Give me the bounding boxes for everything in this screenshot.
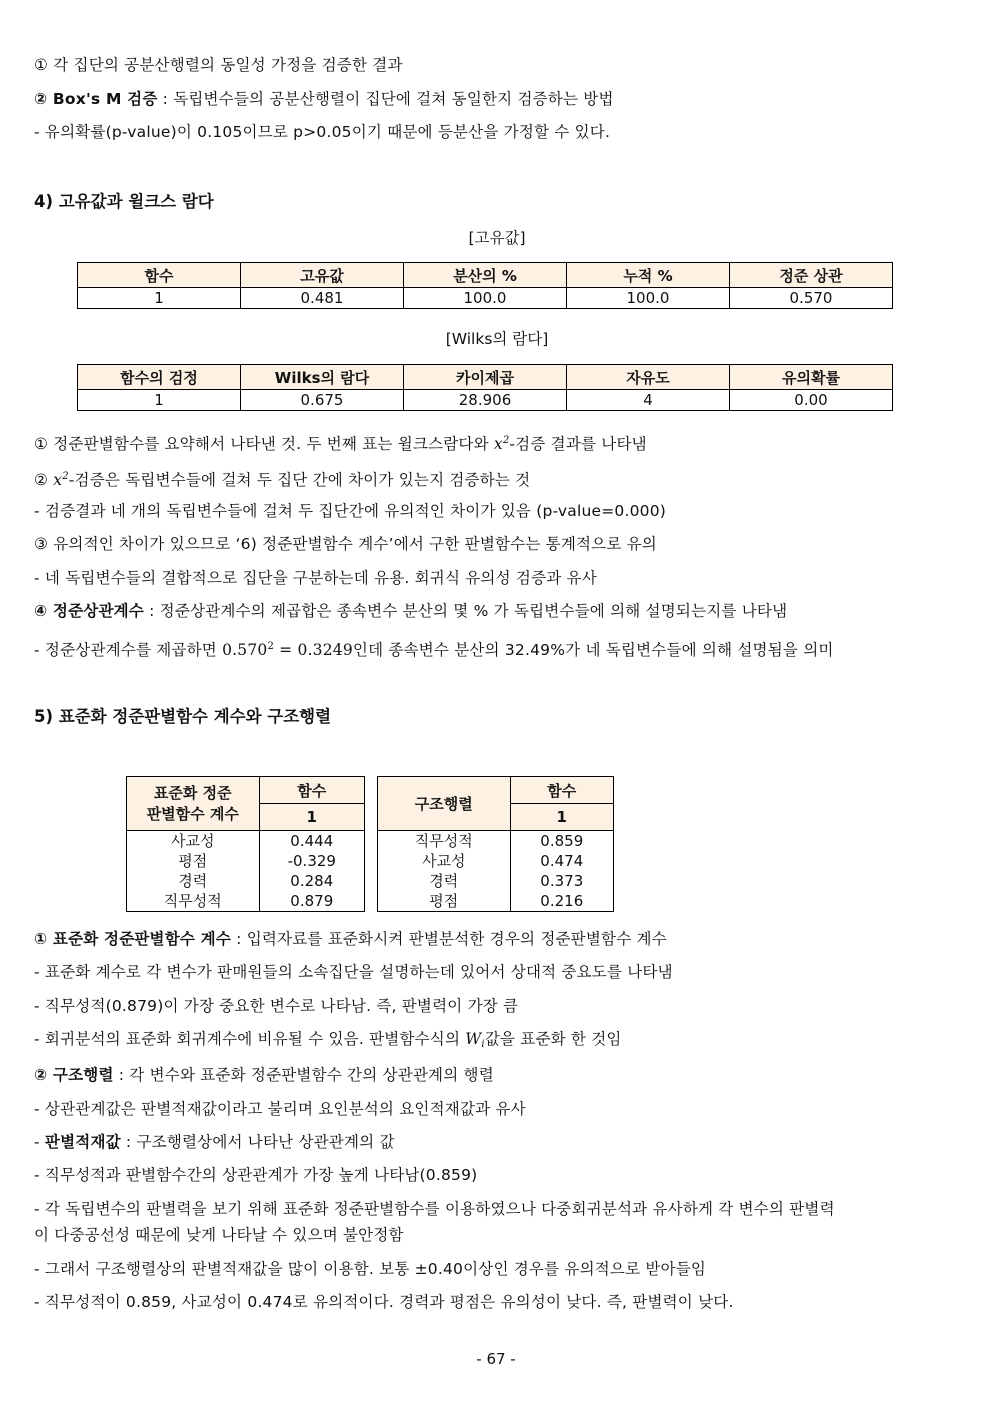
wilks-caption: [Wilks의 람다] — [445, 330, 549, 348]
s5-line-3: - 직무성적(0.879)이 가장 중요한 변수로 나타남. 즉, 판별력이 가장 큼 — [34, 997, 519, 1015]
wilks-table — [77, 364, 893, 411]
w-i-symbol — [465, 1030, 485, 1048]
table-cell: 4 — [567, 390, 730, 411]
canonical-corr-term: ④ 정준상관계수 — [34, 602, 144, 620]
list-item: 0.284 — [290, 872, 334, 890]
list-item: 0.216 — [540, 892, 584, 910]
formula-sup: 2 — [267, 641, 275, 652]
table-cell: 0.481 — [241, 288, 404, 309]
list-item: 경력 — [429, 872, 459, 890]
s4-line-6 — [34, 600, 787, 622]
list-item: 평점 — [178, 852, 208, 870]
s4-line-2-a: ② — [34, 471, 54, 489]
std-coef-desc: : 입력자료를 표준화시켜 판별분석한 경우의 정준판별함수 계수 — [231, 930, 667, 948]
coef-names — [127, 831, 260, 912]
list-item: 직무성적 — [163, 892, 222, 910]
list-item: 0.474 — [540, 852, 584, 870]
s5-line-4 — [34, 1028, 622, 1056]
list-item: 경력 — [178, 872, 208, 890]
s4-line-7 — [34, 636, 834, 661]
table-cell: 1 — [78, 390, 241, 411]
chi-sup: 2 — [62, 471, 69, 482]
boxm-desc: : 독립변수들의 공분산행렬이 집단에 걸쳐 동일한지 검증하는 방법 — [157, 90, 614, 108]
table-cell: 100.0 — [567, 288, 730, 309]
s5-line-9b: 이 다중공선성 때문에 낮게 나타날 수 있으며 불안정함 — [34, 1226, 404, 1244]
boxm-term: ② Box's M 검증 — [34, 90, 158, 108]
list-item: 평점 — [429, 892, 459, 910]
s4-line-5: - 네 독립변수들의 결합적으로 집단을 구분하는데 유용. 회귀식 유의성 검증과 유사 — [34, 569, 597, 587]
chi-sup: 2 — [502, 435, 510, 446]
loading-desc: : 구조행렬상에서 나타난 상관관계의 값 — [120, 1133, 395, 1151]
struct-table-header: 구조행렬 — [378, 777, 511, 831]
list-item: 0.444 — [290, 832, 334, 850]
structure-matrix-table — [377, 776, 614, 912]
s5-line-8: - 직무성적과 판별함수간의 상관관계가 가장 높게 나타남(0.859) — [34, 1166, 478, 1184]
table-row — [127, 831, 365, 912]
loading-term: 판별적재값 — [44, 1133, 121, 1151]
table-row — [378, 831, 614, 912]
s5-line-6: - 상관관계값은 판별적재값이라고 불리며 요인분석의 요인적재값과 유사 — [34, 1100, 526, 1118]
table-header-cell: 자유도 — [567, 365, 730, 390]
struct-names — [378, 831, 511, 912]
eigenvalue-table — [77, 262, 893, 309]
formula-result: = 0.3249 — [274, 641, 353, 659]
canonical-corr-desc: : 정준상관계수의 제곱합은 종속변수 분산의 몇 % 가 독립변수들에 의해 설명되는지를 나타냄 — [143, 602, 788, 620]
coef-header-line-2: 판별함수 계수 — [146, 804, 239, 823]
struct-func-num: 1 — [510, 804, 613, 831]
s5-line-4-b: 값을 표준화 한 것임 — [484, 1030, 622, 1048]
table-header-cell: 누적 % — [567, 263, 730, 288]
standardized-coef-table — [126, 776, 365, 912]
s4-line-1 — [34, 430, 647, 455]
s5-line-7-a: - — [34, 1133, 45, 1151]
w-sub: i — [481, 1039, 485, 1050]
s5-line-4-a: - 회귀분석의 표준화 회귀계수에 비유될 수 있음. 판별함수식의 — [34, 1030, 466, 1048]
table-cell: 0.570 — [730, 288, 893, 309]
s5-line-10: - 그래서 구조행렬상의 판별적재값을 많이 이용함. 보통 ±0.40이상인 경우를 유의적으로 받아들임 — [34, 1260, 707, 1278]
table-header-cell: 분산의 % — [404, 263, 567, 288]
table-cell: 100.0 — [404, 288, 567, 309]
coef-func-label: 함수 — [259, 777, 364, 804]
table-header-row — [78, 365, 893, 390]
s5-line-7 — [34, 1131, 395, 1153]
page-number: - 67 - — [476, 1350, 516, 1368]
s4-line-4: ③ 유의적인 차이가 있으므로 ‘6) 정준판별함수 계수’에서 구한 판별함수는 통계적으로 유의 — [34, 535, 657, 553]
eigen-caption: [고유값] — [468, 229, 526, 247]
table-header-cell: 함수의 검정 — [78, 365, 241, 390]
list-item: 0.373 — [540, 872, 584, 890]
s4-line-1-b: -검증 결과를 나타냄 — [509, 435, 647, 453]
coef-values — [259, 831, 364, 912]
s4-line-3: - 검증결과 네 개의 독립변수들에 걸쳐 두 집단간에 유의적인 차이가 있음 (p-value=0.000) — [34, 502, 667, 520]
table-header-cell: 함수 — [78, 263, 241, 288]
list-item: 사교성 — [171, 832, 215, 850]
s5-line-11: - 직무성적이 0.859, 사교성이 0.474로 유의적이다. 경력과 평점은 유의성이 낮다. 즉, 판별력이 낮다. — [34, 1293, 734, 1311]
section-4-heading: 4) 고유값과 윌크스 람다 — [34, 192, 214, 211]
intro-line-1: ① 각 집단의 공분산행렬의 동일성 가정을 검증한 결과 — [34, 56, 403, 74]
section-5-heading: 5) 표준화 정준판별함수 계수와 구조행렬 — [34, 707, 332, 726]
structure-matrix-desc: : 각 변수와 표준화 정준판별함수 간의 상관관계의 행렬 — [113, 1066, 494, 1084]
table-header-cell: 유의확률 — [730, 365, 893, 390]
formula-base: 0.570 — [222, 641, 268, 659]
s4-line-1-a: ① 정준판별함수를 요약해서 나타낸 것. 두 번째 표는 윌크스람다와 — [34, 435, 494, 453]
square-formula — [222, 641, 353, 659]
table-cell: 28.906 — [404, 390, 567, 411]
s5-line-1 — [34, 928, 667, 950]
table-header-cell: 정준 상관 — [730, 263, 893, 288]
s4-line-7-a: - 정준상관계수를 제곱하면 — [34, 641, 223, 659]
coef-header-line-1: 표준화 정준 — [153, 783, 232, 802]
list-item: 0.879 — [290, 892, 334, 910]
list-item: 0.859 — [540, 832, 584, 850]
chi-symbol: x — [53, 471, 63, 489]
intro-line-2 — [34, 88, 614, 110]
list-item: 사교성 — [422, 852, 466, 870]
s4-line-7-b: 인데 종속변수 분산의 32.49%가 네 독립변수들에 의해 설명됨을 의미 — [352, 641, 834, 659]
structure-matrix-term: ② 구조행렬 — [34, 1066, 114, 1084]
list-item: 직무성적 — [414, 832, 473, 850]
struct-values — [510, 831, 613, 912]
chi-symbol: x — [493, 435, 503, 453]
coef-table-header — [127, 777, 260, 831]
chi-square-symbol — [53, 471, 69, 489]
table-cell: 0.675 — [241, 390, 404, 411]
table-header-cell: Wilks의 람다 — [241, 365, 404, 390]
coef-func-num: 1 — [259, 804, 364, 831]
table-row — [78, 390, 893, 411]
s5-line-2: - 표준화 계수로 각 변수가 판매원들의 소속집단을 설명하는데 있어서 상대적 중요도를 나타냄 — [34, 963, 673, 981]
table-header-row — [78, 263, 893, 288]
struct-func-label: 함수 — [510, 777, 613, 804]
s5-line-5 — [34, 1064, 494, 1086]
table-row — [78, 288, 893, 309]
s5-line-9a: - 각 독립변수의 판별력을 보기 위해 표준화 정준판별함수를 이용하였으나 다중회귀분석과 유사하게 각 변수의 판별력 — [34, 1200, 835, 1218]
table-header-cell: 카이제곱 — [404, 365, 567, 390]
table-cell: 1 — [78, 288, 241, 309]
w-symbol: W — [465, 1030, 482, 1048]
std-coef-term: ① 표준화 정준판별함수 계수 — [34, 930, 232, 948]
chi-square-symbol — [494, 435, 510, 453]
s4-line-2-b: -검증은 독립변수들에 걸쳐 두 집단 간에 차이가 있는지 검증하는 것 — [68, 471, 531, 489]
table-cell: 0.00 — [730, 390, 893, 411]
table-header-cell: 고유값 — [241, 263, 404, 288]
list-item: -0.329 — [287, 852, 336, 870]
s4-line-2 — [34, 466, 530, 491]
intro-line-3: - 유의확률(p-value)이 0.105이므로 p>0.05이기 때문에 등분산을 가정할 수 있다. — [34, 123, 611, 141]
